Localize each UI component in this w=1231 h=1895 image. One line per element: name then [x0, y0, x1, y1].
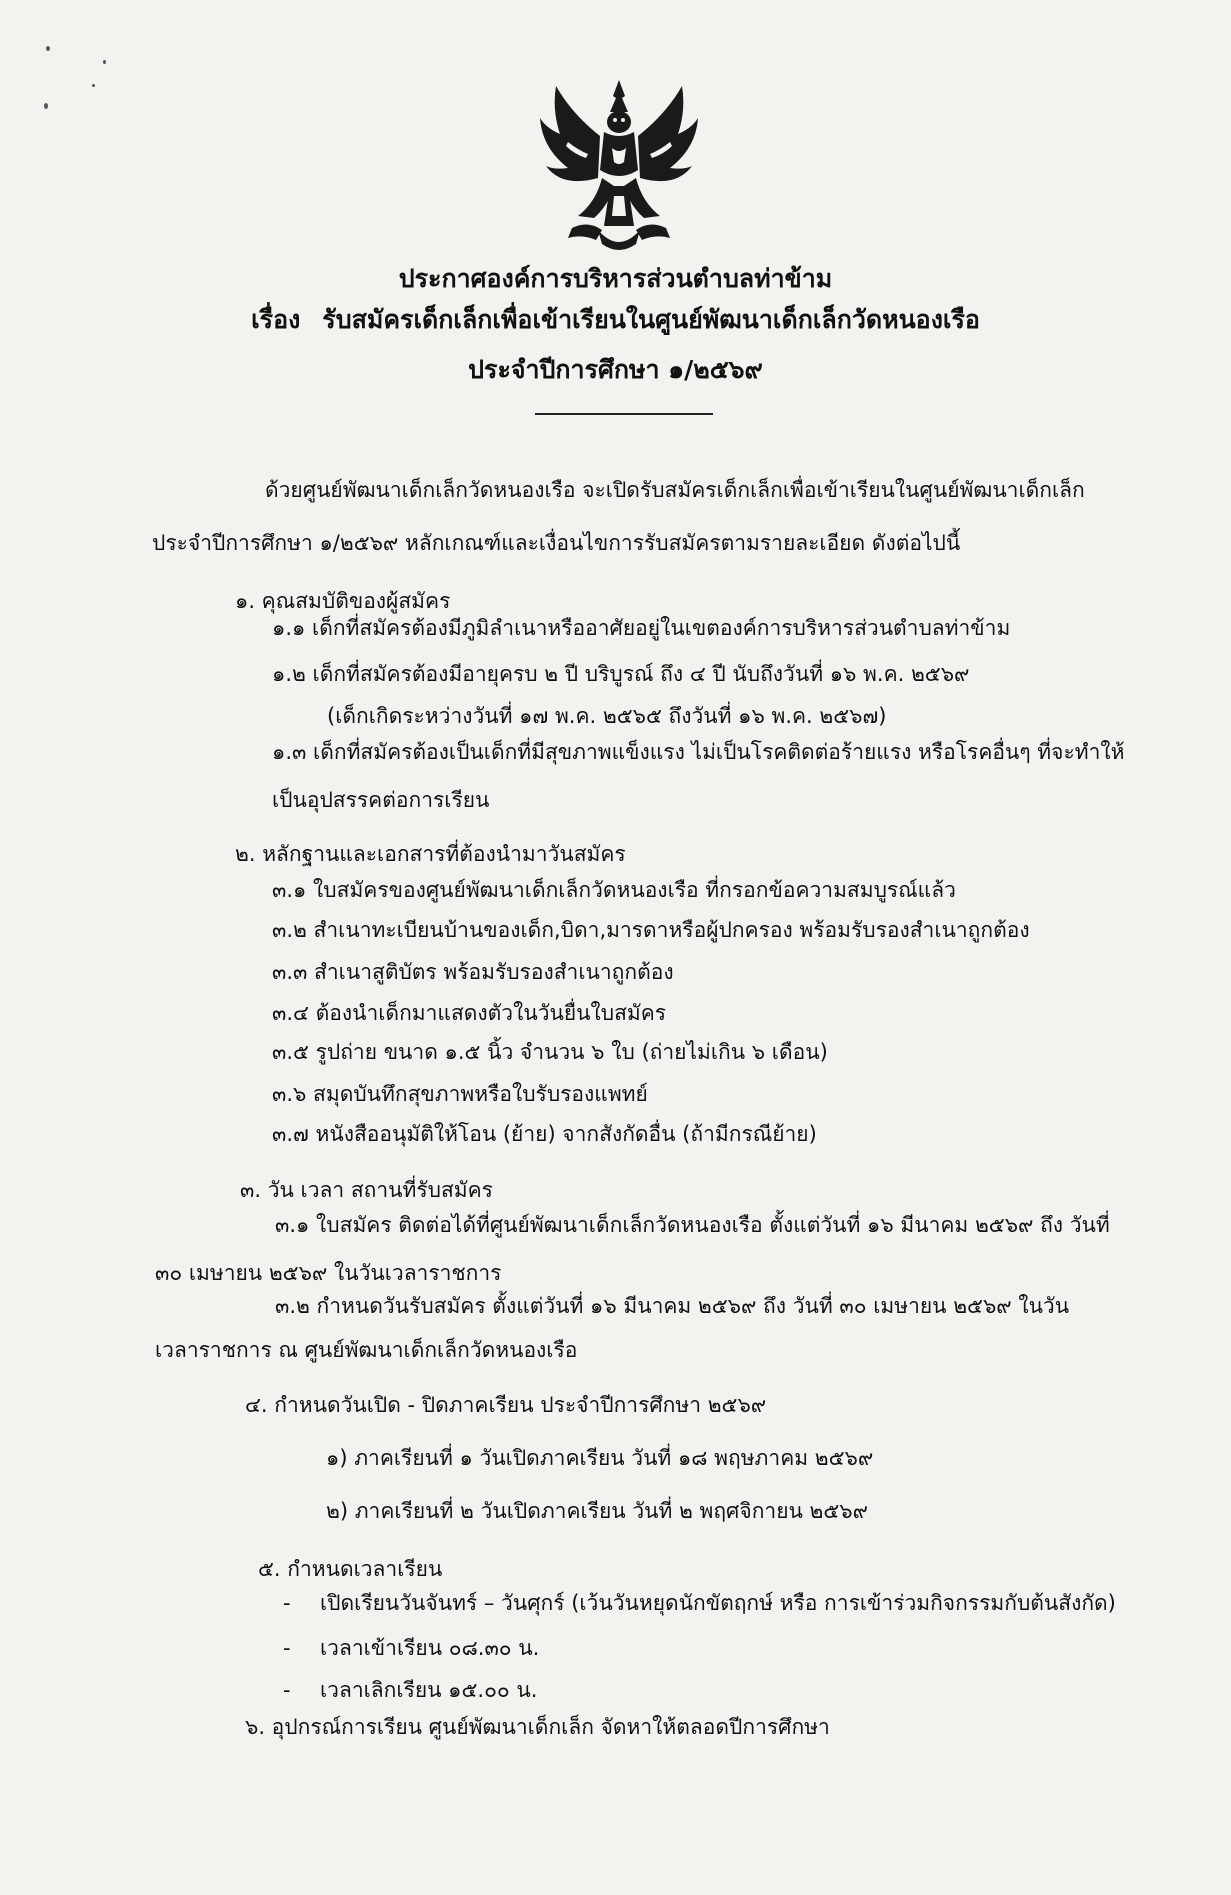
announcement-subject-line [0, 303, 1231, 337]
garuda-emblem [538, 78, 700, 256]
academic-year-line: ประจำปีการศึกษา ๑/๒๕๖๙ [468, 355, 763, 384]
list-item: เวลาราชการ ณ ศูนย์พัฒนาเด็กเล็กวัดหนองเรือ [155, 1338, 578, 1362]
list-item: ๓.๖ สมุดบันทึกสุขภาพหรือใบรับรองแพทย์ [272, 1082, 648, 1106]
list-item: เป็นอุปสรรคต่อการเรียน [272, 788, 490, 812]
announcement-title: ประกาศองค์การบริหารส่วนตำบลท่าข้าม [398, 264, 833, 293]
list-item: ๓.๗ หนังสืออนุมัติให้โอน (ย้าย) จากสังกัดอื่น (ถ้ามีกรณีย้าย) [272, 1122, 817, 1146]
list-item: ๓.๒ สำเนาทะเบียนบ้านของเด็ก,บิดา,มารดาหรือผู้ปกครอง พร้อมรับรองสำเนาถูกต้อง [272, 918, 1030, 942]
list-item: ๓๐ เมษายน ๒๕๖๙ ในวันเวลาราชการ [155, 1261, 502, 1285]
list-item: ๑.๓ เด็กที่สมัครต้องเป็นเด็กที่มีสุขภาพแข็งแรง ไม่เป็นโรคติดต่อร้ายแรง หรือโรคอื่นๆ ที่จะทำให้ [272, 740, 1125, 764]
list-item: ๓.๕ รูปถ่าย ขนาด ๑.๕ นิ้ว จำนวน ๖ ใบ (ถ่ายไม่เกิน ๖ เดือน) [272, 1040, 828, 1064]
list-item: ๓.๔ ต้องนำเด็กมาแสดงตัวในวันยื่นใบสมัคร [272, 1001, 667, 1025]
intro-line: ประจำปีการศึกษา ๑/๒๕๖๙ หลักเกณฑ์และเงื่อนไขการรับสมัครตามรายละเอียด ดังต่อไปนี้ [152, 531, 961, 555]
title-divider [535, 413, 713, 415]
scan-speck [103, 60, 106, 64]
intro-line: ด้วยศูนย์พัฒนาเด็กเล็กวัดหนองเรือ จะเปิดรับสมัครเด็กเล็กเพื่อเข้าเรียนในศูนย์พัฒนาเด็กเล็ก [265, 478, 1085, 502]
list-item: (เด็กเกิดระหว่างวันที่ ๑๗ พ.ค. ๒๕๖๕ ถึงวันที่ ๑๖ พ.ค. ๒๕๖๗) [327, 704, 887, 728]
list-item: ๑.๒ เด็กที่สมัครต้องมีอายุครบ ๒ ปี บริบูรณ์ ถึง ๔ ปี นับถึงวันที่ ๑๖ พ.ค. ๒๕๖๙ [272, 662, 970, 686]
section-heading: ๔. กำหนดวันเปิด - ปิดภาคเรียน ประจำปีการศึกษา ๒๕๖๙ [245, 1393, 767, 1417]
subject-text: รับสมัครเด็กเล็กเพื่อเข้าเรียนในศูนย์พัฒนาเด็กเล็กวัดหนองเรือ [322, 305, 980, 334]
list-item: เวลาเลิกเรียน ๑๕.๐๐ น. [320, 1678, 538, 1702]
subject-label: เรื่อง [251, 305, 301, 334]
scan-speck [44, 103, 48, 109]
bullet-dash: - [283, 1591, 291, 1615]
list-item: ๓.๓ สำเนาสูติบัตร พร้อมรับรองสำเนาถูกต้อง [272, 960, 674, 984]
scan-speck [46, 46, 50, 51]
section-heading: ๖. อุปกรณ์การเรียน ศูนย์พัฒนาเด็กเล็ก จัดหาให้ตลอดปีการศึกษา [245, 1715, 830, 1739]
section-heading: ๒. หลักฐานและเอกสารที่ต้องนำมาวันสมัคร [235, 842, 626, 866]
scan-speck [92, 84, 95, 87]
list-item: ๒) ภาคเรียนที่ ๒ วันเปิดภาคเรียน วันที่ ๒ พฤศจิกายน ๒๕๖๙ [326, 1499, 868, 1523]
list-item: ๓.๑ ใบสมัคร ติดต่อได้ที่ศูนย์พัฒนาเด็กเล็กวัดหนองเรือ ตั้งแต่วันที่ ๑๖ มีนาคม ๒๕๖๙ ถึง วันที่ [275, 1213, 1110, 1237]
list-item: เวลาเข้าเรียน ๐๘.๓๐ น. [320, 1636, 540, 1660]
list-item: ๓.๑ ใบสมัครของศูนย์พัฒนาเด็กเล็กวัดหนองเรือ ที่กรอกข้อความสมบูรณ์แล้ว [272, 878, 956, 902]
list-item: ๑) ภาคเรียนที่ ๑ วันเปิดภาคเรียน วันที่ ๑๘ พฤษภาคม ๒๕๖๙ [326, 1446, 874, 1470]
bullet-dash: - [283, 1678, 291, 1702]
list-item: ๑.๑ เด็กที่สมัครต้องมีภูมิลำเนาหรืออาศัยอยู่ในเขตองค์การบริหารส่วนตำบลท่าข้าม [272, 616, 1011, 640]
bullet-dash: - [283, 1636, 291, 1660]
list-item: ๓.๒ กำหนดวันรับสมัคร ตั้งแต่วันที่ ๑๖ มีนาคม ๒๕๖๙ ถึง วันที่ ๓๐ เมษายน ๒๕๖๙ ในวัน [275, 1294, 1070, 1318]
section-heading: ๑. คุณสมบัติของผู้สมัคร [235, 589, 451, 613]
list-item: เปิดเรียนวันจันทร์ – วันศุกร์ (เว้นวันหยุดนักขัตฤกษ์ หรือ การเข้าร่วมกิจกรรมกับต้นสังกัด) [320, 1591, 1116, 1615]
section-heading: ๓. วัน เวลา สถานที่รับสมัคร [240, 1178, 493, 1202]
section-heading: ๕. กำหนดเวลาเรียน [258, 1557, 443, 1581]
